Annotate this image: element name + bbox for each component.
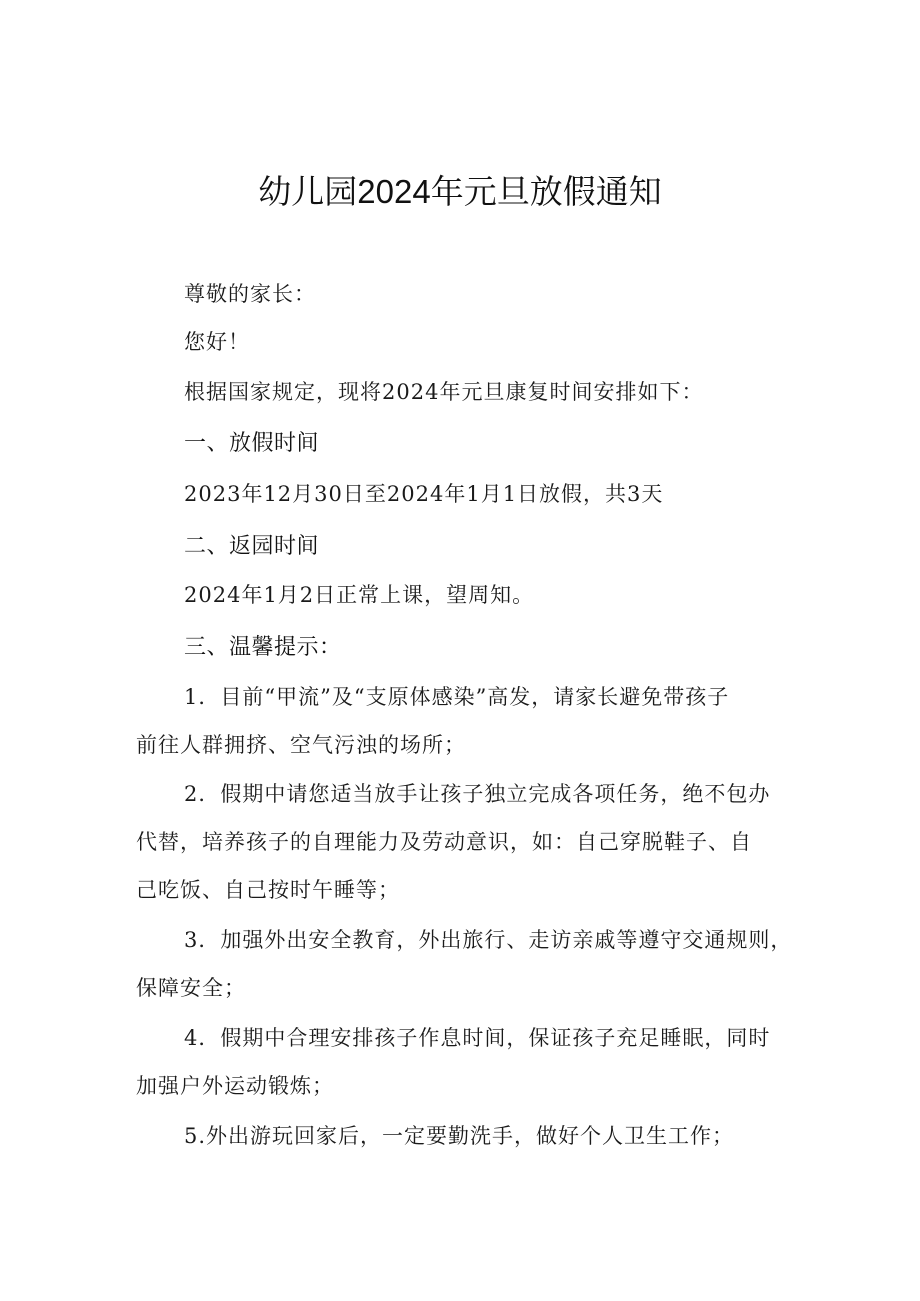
tip-5-line-1: 5.外出游玩回家后，一定要勤洗手，做好个人卫生工作；	[184, 1124, 735, 1148]
section-heading-tips: 三、温馨提示：	[184, 634, 342, 659]
holiday-time-text: 2023年12月30日至2024年1月1日放假，共3天	[184, 482, 664, 506]
tip-1-line-2: 前往人群拥挤、空气污浊的场所；	[136, 733, 466, 757]
tip-1-line-1: 1．目前“甲流”及“支原体感染”高发，请家长避免带孩子	[184, 685, 730, 709]
return-time-text: 2024年1月2日正常上课，望周知。	[184, 583, 535, 607]
tip-2-line-3: 己吃饭、自己按时午睡等；	[136, 878, 400, 902]
tip-3-line-1: 3．加强外出安全教育，外出旅行、走访亲戚等遵守交通规则，	[184, 928, 793, 952]
greeting: 您好！	[184, 330, 250, 354]
tip-2-line-1: 2．假期中请您适当放手让孩子独立完成各项任务，绝不包办	[184, 782, 771, 806]
section-heading-holiday-time: 一、放假时间	[184, 430, 320, 455]
tip-3-line-2: 保障安全；	[136, 976, 246, 1000]
section-heading-return-time: 二、返园时间	[184, 533, 320, 558]
tip-4-line-1: 4．假期中合理安排孩子作息时间，保证孩子充足睡眠，同时	[184, 1026, 771, 1050]
tip-4-line-2: 加强户外运动锻炼；	[136, 1074, 334, 1098]
salutation: 尊敬的家长：	[184, 282, 316, 306]
tip-2-line-2: 代替，培养孩子的自理能力及劳动意识，如：自己穿脱鞋子、自	[136, 830, 752, 854]
intro-paragraph: 根据国家规定，现将2024年元旦康复时间安排如下：	[184, 380, 704, 404]
document-title: 幼儿园2024年元旦放假通知	[258, 173, 662, 210]
